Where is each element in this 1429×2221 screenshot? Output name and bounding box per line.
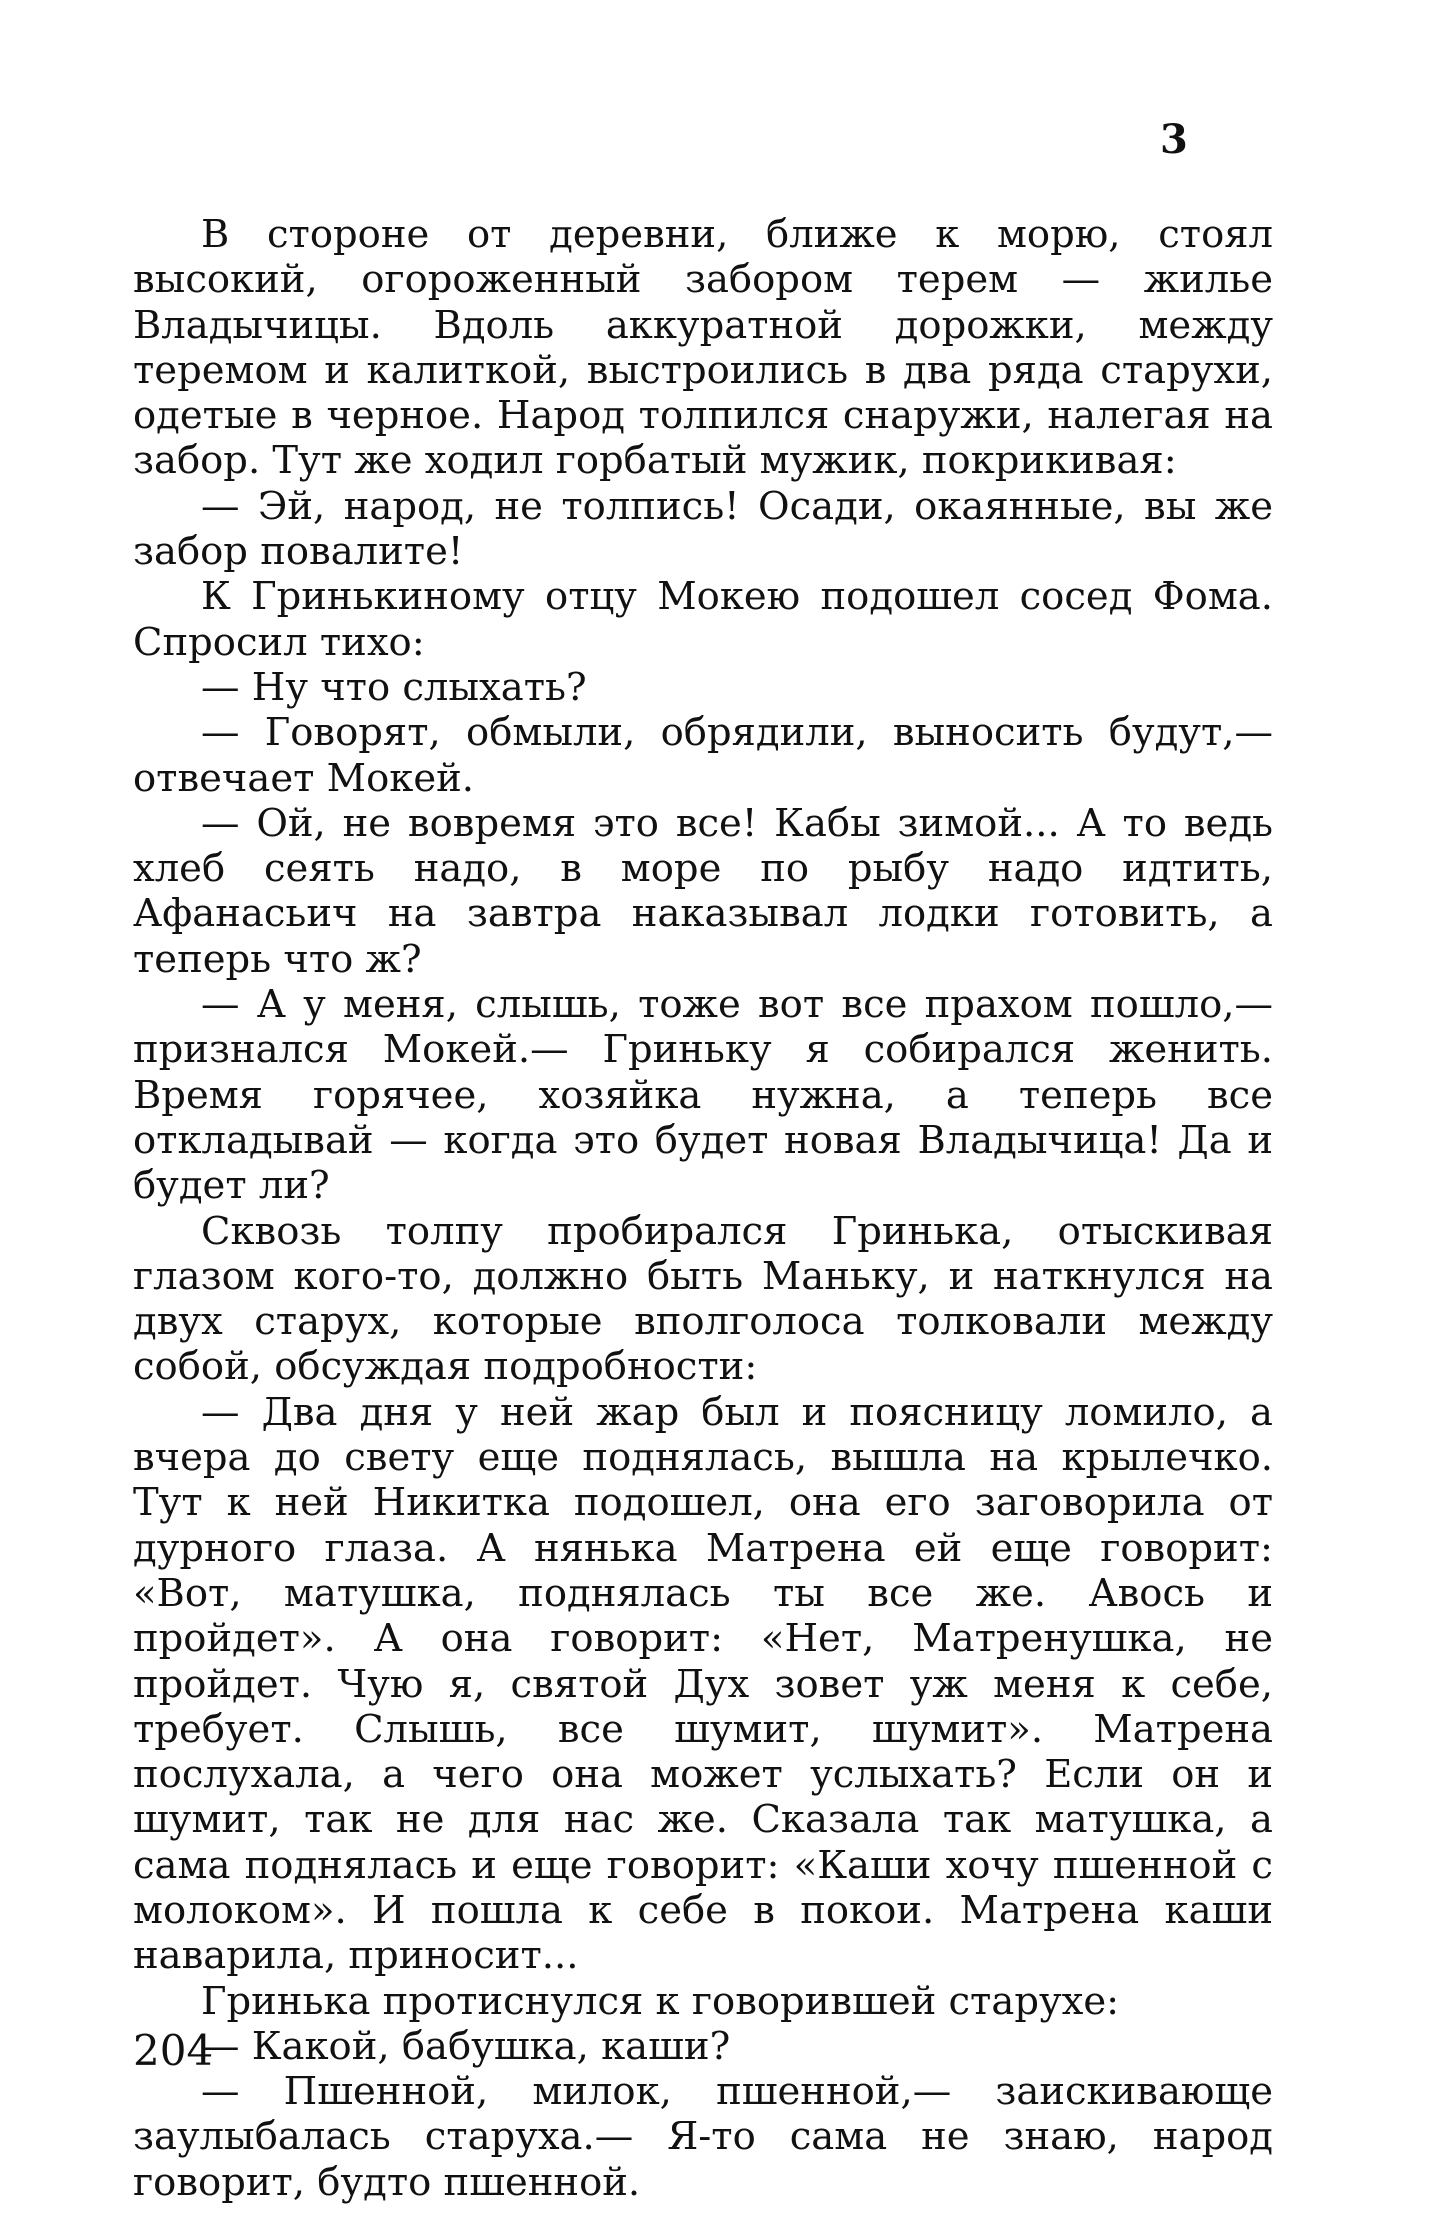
paragraph: — Какой, бабушка, каши? — [201, 2023, 731, 2069]
paragraph: — Ну что слыхать? — [201, 664, 587, 710]
paragraph: — Говорят, обмыли, обрядили, выносить будут,— отвечает Мокей. — [133, 710, 1273, 801]
paragraph: Гринька протиснулся к говорившей старухе: — [201, 1978, 1120, 2024]
paragraph: Сквозь толпу пробирался Гринька, отыскивая глазом кого-то, должно быть Маньку, и наткнулся на двух старух, которые вполголоса толковали между собой, обсуждая подробности: — [133, 1208, 1273, 1390]
body-text — [133, 212, 1273, 2205]
paragraph: — А у меня, слышь, тоже вот все прахом пошло,— признался Мокей.— Гриньку я собирался женить. Время горячее, хозяйка нужна, а теперь все откладывай — когда это будет новая Владычица! Да и будет ли? — [133, 982, 1273, 1209]
paragraph: — Ой, не вовремя это все! Кабы зимой... А то ведь хлеб сеять надо, в море по рыбу надо идтить, Афанасьич на завтра наказывал лодки готовить, а теперь что ж? — [133, 800, 1273, 982]
paragraph: К Гринькиному отцу Мокею подошел сосед Фома. Спросил тихо: — [133, 574, 1273, 665]
chapter-number: 3 — [1160, 116, 1188, 163]
paragraph: — Эй, народ, не толпись! Осади, окаянные, вы же забор повалите! — [133, 483, 1273, 575]
paragraph: В стороне от деревни, ближе к морю, стоял высокий, огороженный забором терем — жилье Владычицы. Вдоль аккуратной дорожки, между теремом и калиткой, выстроились в два ряда старухи, одетые в черное. Народ толпился снаружи, налегая на забор. Тут же ходил горбатый мужик, покрикивая: — [133, 212, 1273, 484]
paragraph: — Пшенной, милок, пшенной,— заискивающе заулыбалась старуха.— Я-то сама не знаю, народ говорит, будто пшенной. — [133, 2069, 1273, 2205]
page-number: 204 — [133, 2026, 214, 2075]
paragraph: — Два дня у ней жар был и поясницу ломило, а вчера до свету еще поднялась, вышла на крылечко. Тут к ней Никитка подошел, она его заговорила от дурного глаза. А нянька Матрена ей еще говорит: «Вот, матушка, поднялась ты все же. Авось и пройдет». А она говорит: «Нет, Матренушка, не пройдет. Чую я, святой Дух зовет уж меня к себе, требует. Слышь, все шумит, шумит». Матрена послухала, а чего она может услыхать? Если он и шумит, так не для нас же. Сказала так матушка, а сама поднялась и еще говорит: «Каши хочу пшенной с молоком». И пошла к себе в покои. Матрена каши наварила, приносит... — [133, 1389, 1273, 1979]
